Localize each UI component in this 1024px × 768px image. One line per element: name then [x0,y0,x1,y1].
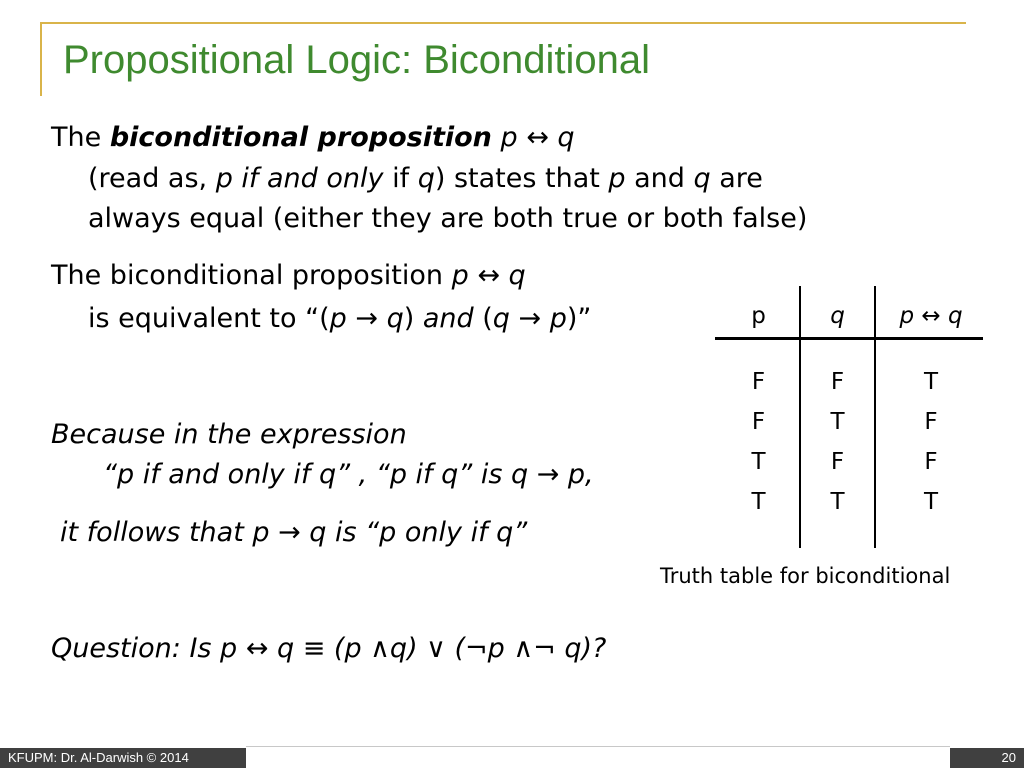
tt-cell: T [751,489,766,515]
p2-l2-g: )” [566,303,592,334]
page-number: 20 [950,748,1024,768]
p3-line3: it follows that p → q is “p only if q” [60,517,528,548]
p2-line1 [51,262,526,289]
p2-l2-f: q → p [492,303,567,334]
tt-cell: T [751,449,766,475]
p2-l1-b: p ↔ q [451,260,526,291]
tt-cell: F [751,369,766,395]
p1-l2-i: are [710,163,763,194]
tt-cell: T [830,409,845,435]
p1-line3: always equal (either they are both true or both false) [88,203,808,234]
p1-line2 [88,165,763,192]
slide-title: Propositional Logic: Biconditional [63,38,651,82]
p1-l2-b: p if and only [215,163,384,194]
p1-l2-f: p [608,163,626,194]
p1-l2-e: ) states that [434,163,609,194]
tt-cell: F [830,369,845,395]
p2-l2-a: is equivalent to “( [88,303,330,334]
p2-l2-e: ( [473,303,493,334]
p2-line2 [88,305,591,332]
tt-cell: T [830,489,845,515]
p2-l2-c: ) [403,303,423,334]
p2-l1-a: The biconditional proposition [51,260,452,291]
footer-credit: KFUPM: Dr. Al-Darwish © 2014 [0,748,246,768]
tt-cell: T [923,489,939,515]
tt-cell: F [830,449,845,475]
tt-column-p [721,362,796,522]
p1-formula: p ↔ q [491,122,575,153]
p1-l2-d: q [417,163,435,194]
p2-l2-b: p → q [329,303,404,334]
p1-line1 [51,124,575,151]
truth-table-caption: Truth table for biconditional [660,564,951,588]
p1-l2-h: q [693,163,711,194]
p1-l2-c: if [383,163,418,194]
p1-text: The [51,122,110,153]
p3-line2: “p if and only if q” , “p if q” is q → p, [103,459,594,490]
tt-header-rule [715,337,983,340]
tt-cell: T [923,369,939,395]
tt-cell: F [924,409,938,435]
p2-l2-d: and [422,303,474,334]
question-text: Question: Is p ↔ q ≡ (p ∧q) ∨ (¬p ∧¬ q)? [51,633,607,664]
tt-cell: F [924,449,938,475]
tt-cell: F [751,409,766,435]
tt-column-q [800,362,875,522]
tt-header-pq: p ↔ q [899,303,963,329]
footer-rule [246,746,950,747]
p1-term: biconditional proposition [109,122,492,153]
p1-l2-g: and [625,163,694,194]
p3-line1: Because in the expression [51,419,407,450]
tt-header-q: q [830,303,845,329]
tt-header-p: p [751,303,766,329]
p1-l2-a: (read as, [88,163,216,194]
tt-column-pq [891,362,971,522]
